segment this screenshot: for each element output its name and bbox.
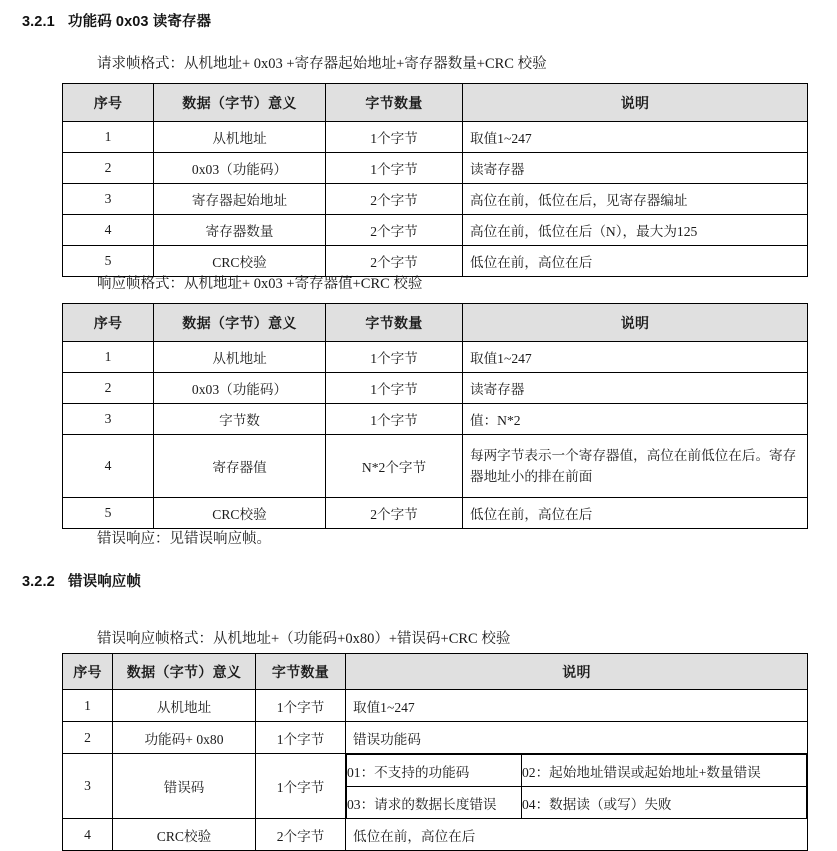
column-header-no: 序号 bbox=[63, 304, 154, 342]
response-frame-table bbox=[62, 303, 808, 529]
cell-bytes: 1个字节 bbox=[326, 342, 463, 373]
table-header-row bbox=[63, 654, 808, 690]
cell-meaning: 0x03（功能码） bbox=[154, 153, 326, 184]
table-row bbox=[63, 122, 808, 153]
cell-meaning: 寄存器数量 bbox=[154, 215, 326, 246]
cell-meaning: CRC校验 bbox=[154, 498, 326, 529]
section-heading-3-2-2 bbox=[22, 570, 141, 591]
cell-bytes: N*2个字节 bbox=[326, 435, 463, 498]
cell-desc: 低位在前，高位在后 bbox=[463, 498, 808, 529]
cell-meaning: 从机地址 bbox=[154, 122, 326, 153]
error-frame-table bbox=[62, 653, 808, 851]
table-row bbox=[63, 690, 808, 722]
cell-bytes: 2个字节 bbox=[326, 246, 463, 277]
cell-desc: 错误功能码 bbox=[346, 722, 808, 754]
cell-bytes: 1个字节 bbox=[256, 722, 346, 754]
cell-meaning: 寄存器值 bbox=[154, 435, 326, 498]
table-row bbox=[63, 722, 808, 754]
section-number: 3.2.1 bbox=[22, 14, 55, 30]
error-frame-format-text: 错误响应帧格式：从机地址+（功能码+0x80）+错误码+CRC 校验 bbox=[97, 631, 511, 647]
column-header-bytes: 字节数量 bbox=[326, 84, 463, 122]
table-row bbox=[63, 819, 808, 851]
cell-desc: 读寄存器 bbox=[463, 373, 808, 404]
cell-desc: 取值1~247 bbox=[463, 122, 808, 153]
response-frame-format-text: 响应帧格式：从机地址+ 0x03 +寄存器值+CRC 校验 bbox=[97, 276, 423, 292]
error-code-02: 02：起始地址错误或起始地址+数量错误 bbox=[522, 755, 807, 787]
cell-desc: 低位在前，高位在后 bbox=[463, 246, 808, 277]
column-header-desc: 说明 bbox=[346, 654, 808, 690]
cell-no: 3 bbox=[63, 184, 154, 215]
cell-bytes: 1个字节 bbox=[326, 122, 463, 153]
table-row bbox=[63, 184, 808, 215]
column-header-bytes: 字节数量 bbox=[256, 654, 346, 690]
cell-desc: 高位在前，低位在后，见寄存器编址 bbox=[463, 184, 808, 215]
cell-no: 4 bbox=[63, 215, 154, 246]
cell-meaning: 从机地址 bbox=[154, 342, 326, 373]
cell-no: 2 bbox=[63, 373, 154, 404]
cell-bytes: 2个字节 bbox=[326, 498, 463, 529]
table-row bbox=[63, 373, 808, 404]
cell-error-code-grid bbox=[346, 754, 808, 819]
column-header-meaning: 数据（字节）意义 bbox=[154, 84, 326, 122]
cell-no: 5 bbox=[63, 246, 154, 277]
request-frame-table bbox=[62, 83, 808, 277]
section-title: 错误响应帧 bbox=[68, 574, 141, 590]
cell-no: 2 bbox=[63, 722, 113, 754]
section-heading-3-2-1 bbox=[22, 10, 211, 31]
column-header-no: 序号 bbox=[63, 654, 113, 690]
cell-meaning: 从机地址 bbox=[113, 690, 256, 722]
table-row bbox=[63, 342, 808, 373]
error-response-note: 错误响应：见错误响应帧。 bbox=[97, 531, 271, 547]
cell-meaning: 寄存器起始地址 bbox=[154, 184, 326, 215]
cell-no: 5 bbox=[63, 498, 154, 529]
cell-meaning: CRC校验 bbox=[154, 246, 326, 277]
table-header-row bbox=[63, 84, 808, 122]
table-header-row bbox=[63, 304, 808, 342]
table-row bbox=[63, 153, 808, 184]
cell-no: 1 bbox=[63, 342, 154, 373]
cell-no: 4 bbox=[63, 819, 113, 851]
column-header-desc: 说明 bbox=[463, 84, 808, 122]
error-code-03: 03：请求的数据长度错误 bbox=[347, 787, 522, 819]
column-header-desc: 说明 bbox=[463, 304, 808, 342]
cell-no: 1 bbox=[63, 122, 154, 153]
cell-bytes: 1个字节 bbox=[326, 153, 463, 184]
cell-desc: 高位在前，低位在后（N），最大为125 bbox=[463, 215, 808, 246]
cell-meaning: 错误码 bbox=[113, 754, 256, 819]
column-header-no: 序号 bbox=[63, 84, 154, 122]
error-code-subrow bbox=[347, 787, 807, 819]
cell-bytes: 2个字节 bbox=[326, 215, 463, 246]
cell-desc: 取值1~247 bbox=[346, 690, 808, 722]
cell-bytes: 1个字节 bbox=[326, 404, 463, 435]
column-header-meaning: 数据（字节）意义 bbox=[113, 654, 256, 690]
column-header-meaning: 数据（字节）意义 bbox=[154, 304, 326, 342]
cell-desc: 每两字节表示一个寄存器值，高位在前低位在后。寄存器地址小的排在前面 bbox=[463, 435, 808, 498]
cell-bytes: 1个字节 bbox=[256, 754, 346, 819]
cell-meaning: 功能码+ 0x80 bbox=[113, 722, 256, 754]
cell-bytes: 2个字节 bbox=[326, 184, 463, 215]
cell-desc: 值：N*2 bbox=[463, 404, 808, 435]
error-code-subrow bbox=[347, 755, 807, 787]
cell-bytes: 1个字节 bbox=[256, 690, 346, 722]
table-row bbox=[63, 498, 808, 529]
cell-desc: 低位在前，高位在后 bbox=[346, 819, 808, 851]
cell-desc: 读寄存器 bbox=[463, 153, 808, 184]
cell-no: 1 bbox=[63, 690, 113, 722]
section-title: 功能码 0x03 读寄存器 bbox=[68, 14, 212, 30]
cell-meaning: CRC校验 bbox=[113, 819, 256, 851]
cell-no: 3 bbox=[63, 404, 154, 435]
section-number: 3.2.2 bbox=[22, 574, 55, 590]
cell-bytes: 2个字节 bbox=[256, 819, 346, 851]
cell-desc: 取值1~247 bbox=[463, 342, 808, 373]
cell-meaning: 字节数 bbox=[154, 404, 326, 435]
cell-no: 2 bbox=[63, 153, 154, 184]
request-frame-format-text: 请求帧格式：从机地址+ 0x03 +寄存器起始地址+寄存器数量+CRC 校验 bbox=[97, 56, 547, 72]
cell-bytes: 1个字节 bbox=[326, 373, 463, 404]
error-code-04: 04：数据读（或写）失败 bbox=[522, 787, 807, 819]
error-code-subtable bbox=[346, 754, 807, 818]
error-code-01: 01：不支持的功能码 bbox=[347, 755, 522, 787]
cell-no: 3 bbox=[63, 754, 113, 819]
cell-no: 4 bbox=[63, 435, 154, 498]
cell-meaning: 0x03（功能码） bbox=[154, 373, 326, 404]
table-row bbox=[63, 404, 808, 435]
table-row-error-code bbox=[63, 754, 808, 819]
table-row bbox=[63, 215, 808, 246]
table-row bbox=[63, 435, 808, 498]
column-header-bytes: 字节数量 bbox=[326, 304, 463, 342]
